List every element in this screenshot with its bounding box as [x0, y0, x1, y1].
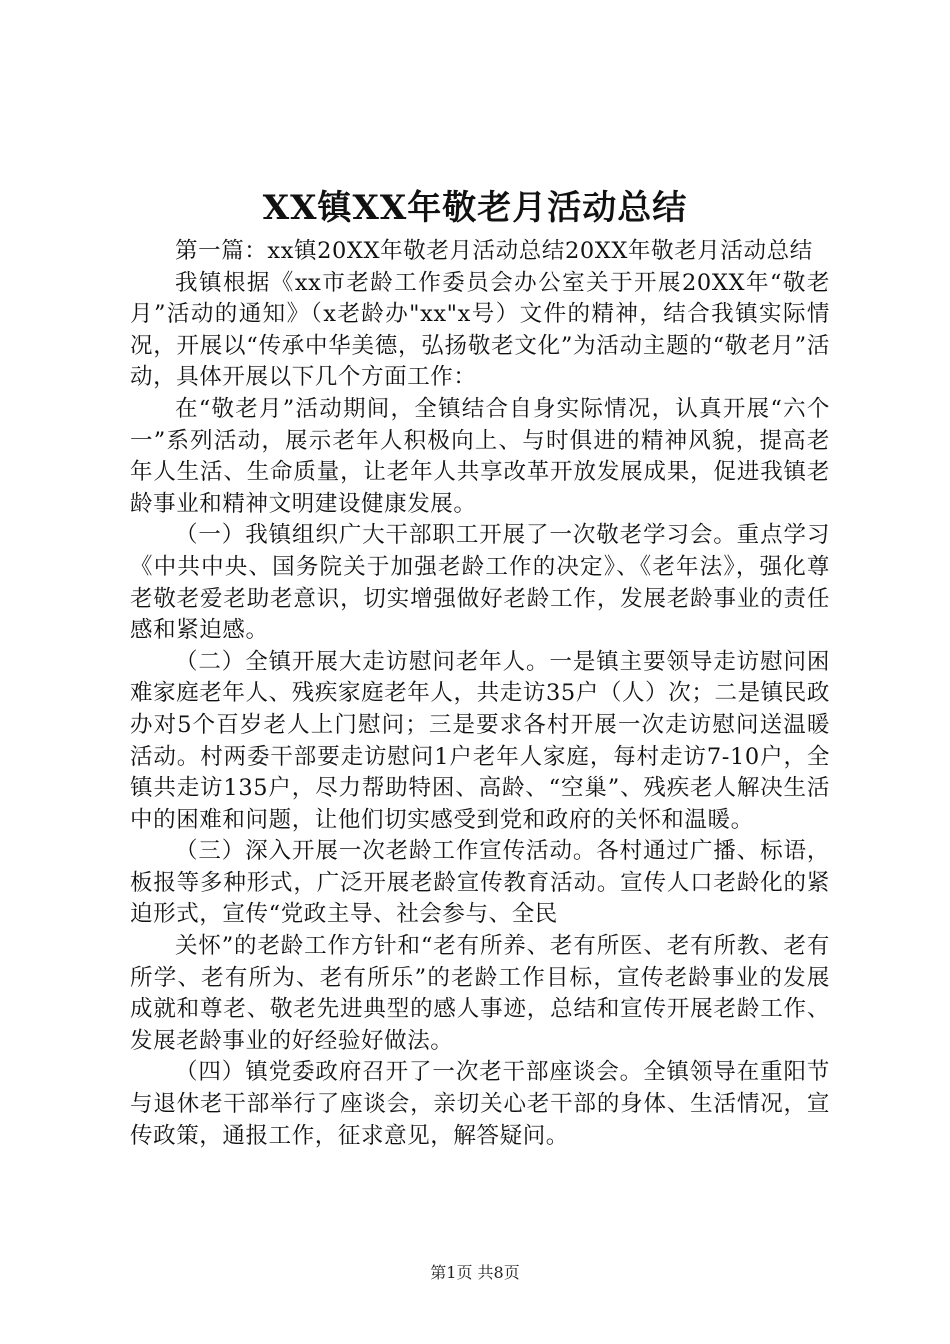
paragraph-item-1: （一）我镇组织广大干部职工开展了一次敬老学习会。重点学习《中共中央、国务院关于加强老龄工作的决定》、《老年法》，强化尊老敬老爱老助老意识，切实增强做好老龄工作，发展老龄事业的责任感和紧迫感。 — [130, 522, 830, 644]
page-number-footer: 第1页 共8页 — [430, 1263, 520, 1282]
paragraph-overview: 在“敬老月”活动期间，全镇结合自身实际情况，认真开展“六个一”系列活动，展示老年人积极向上、与时俱进的精神风貌，提高老年人生活、生命质量，让老年人共享改革开放发展成果，促进我镇老龄事业和精神文明建设健康发展。 — [130, 395, 830, 517]
paragraph-item-4: （四）镇党委政府召开了一次老干部座谈会。全镇领导在重阳节与退休老干部举行了座谈会，亲切关心老干部的身体、生活情况，宣传政策，通报工作，征求意见，解答疑问。 — [130, 1059, 830, 1149]
paragraph-item-3-continued: 关怀”的老龄工作方针和“老有所养、老有所医、老有所教、老有所学、老有所为、老有所乐”的老龄工作目标，宣传老龄事业的发展成就和尊老、敬老先进典型的感人事迹，总结和宣传开展老龄工作、发展老龄事业的好经验好做法。 — [130, 933, 830, 1054]
paragraph-item-2: （二）全镇开展大走访慰问老年人。一是镇主要领导走访慰问困难家庭老年人、残疾家庭老年人，共走访35户（人）次；二是镇民政办对5个百岁老人上门慰问；三是要求各村开展一次走访慰问送温暖活动。村两委干部要走访慰问1户老年人家庭，每村走访7-10户，全镇共走访135户，尽力帮助特困、高龄、“空巢”、残疾老人解决生活中的困难和问题，让他们切实感受到党和政府的关怀和温暖。 — [130, 648, 830, 833]
document-body — [130, 236, 830, 1152]
paragraph-intro: 我镇根据《xx市老龄工作委员会办公室关于开展20XX年“敬老月”活动的通知》（x老龄办"xx"x号）文件的精神，结合我镇实际情况，开展以“传承中华美德，弘扬敬老文化”为活动主题的“敬老月”活动，具体开展以下几个方面工作： — [130, 269, 830, 391]
paragraph-section-heading: 第一篇：xx镇20XX年敬老月活动总结20XX年敬老月活动总结 — [175, 238, 813, 264]
document-title: XX镇XX年敬老月活动总结 — [262, 188, 688, 228]
paragraph-item-3: （三）深入开展一次老龄工作宣传活动。各村通过广播、标语，板报等多种形式，广泛开展老龄宣传教育活动。宣传人口老龄化的紧迫形式，宣传“党政主导、社会参与、全民 — [130, 838, 830, 928]
